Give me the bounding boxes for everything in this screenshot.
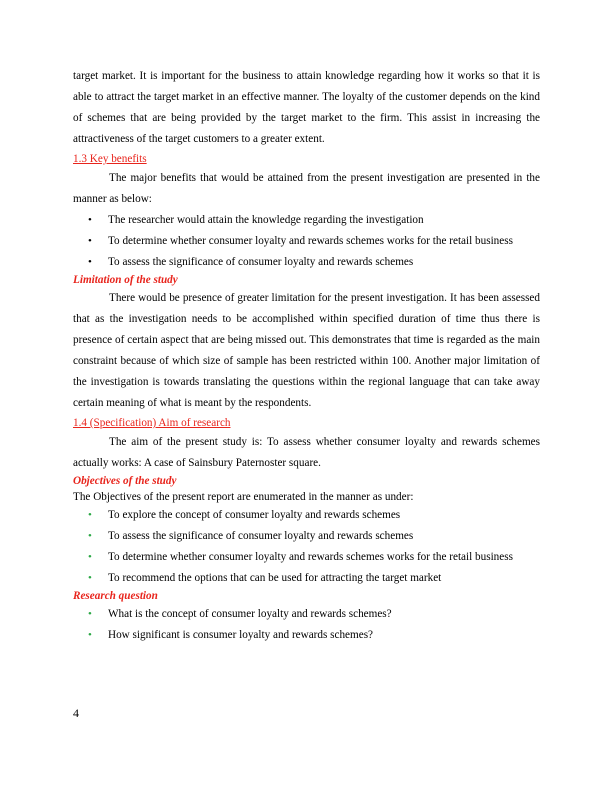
list-item: • How significant is consumer loyalty and rewards schemes? bbox=[73, 625, 540, 646]
objectives-intro: The Objectives of the present report are enumerated in the manner as under: bbox=[73, 491, 414, 503]
key-benefits-intro: The major benefits that would be attained from the present investigation are presented in the manner as below: bbox=[73, 172, 540, 205]
bullet-icon: • bbox=[88, 235, 92, 247]
bullet-icon: • bbox=[88, 551, 92, 563]
list-item: • To recommend the options that can be used for attracting the target market bbox=[73, 568, 540, 589]
aim-text: The aim of the present study is: To assess whether consumer loyalty and rewards schemes actually works: A case of Sainsbury Paternoster square. bbox=[73, 436, 540, 469]
research-question-heading: Research question bbox=[73, 590, 158, 602]
list-item: • To determine whether consumer loyalty and rewards schemes works for the retail business bbox=[73, 547, 540, 568]
bullet-icon: • bbox=[88, 256, 92, 268]
bullet-icon: • bbox=[88, 629, 92, 641]
key-benefits-heading: 1.3 Key benefits bbox=[73, 153, 147, 165]
list-item: • What is the concept of consumer loyalty and rewards schemes? bbox=[73, 604, 540, 625]
key-benefits-list bbox=[73, 210, 540, 273]
list-item: • To explore the concept of consumer loyalty and rewards schemes bbox=[73, 505, 540, 526]
limitation-heading: Limitation of the study bbox=[73, 274, 178, 286]
research-question-list bbox=[73, 604, 540, 646]
limitation-text: There would be presence of greater limitation for the present investigation. It has been assessed that as the investigation needs to be accomplished within specified duration of time thus there is presence of certain aspect that are being missed out. This demonstrates that time is regarded as the main constraint because of which size of sample has been restricted within 100. Another major limitation of the investigation is towards translating the questions within the regional language that can take away certain meaning of what is meant by the respondents. bbox=[73, 292, 540, 409]
bullet-icon: • bbox=[88, 530, 92, 542]
bullet-icon: • bbox=[88, 572, 92, 584]
objectives-list bbox=[73, 505, 540, 589]
list-item: • The researcher would attain the knowledge regarding the investigation bbox=[73, 210, 540, 231]
list-item: • To assess the significance of consumer loyalty and rewards schemes bbox=[73, 526, 540, 547]
aim-heading: 1.4 (Specification) Aim of research bbox=[73, 417, 231, 429]
bullet-icon: • bbox=[88, 214, 92, 226]
list-item: • To determine whether consumer loyalty and rewards schemes works for the retail business bbox=[73, 231, 540, 252]
bullet-icon: • bbox=[88, 509, 92, 521]
list-item: • To assess the significance of consumer loyalty and rewards schemes bbox=[73, 252, 540, 273]
intro-paragraph: target market. It is important for the business to attain knowledge regarding how it works so that it is able to attract the target market in an effective manner. The loyalty of the customer depends on the kind of schemes that are being provided by the target market to the firm. This assist in increasing the attractiveness of the target customers to a greater extent. bbox=[73, 70, 540, 145]
objectives-heading: Objectives of the study bbox=[73, 475, 177, 487]
document-page bbox=[73, 66, 540, 646]
bullet-icon: • bbox=[88, 608, 92, 620]
page-number: 4 bbox=[73, 706, 79, 720]
